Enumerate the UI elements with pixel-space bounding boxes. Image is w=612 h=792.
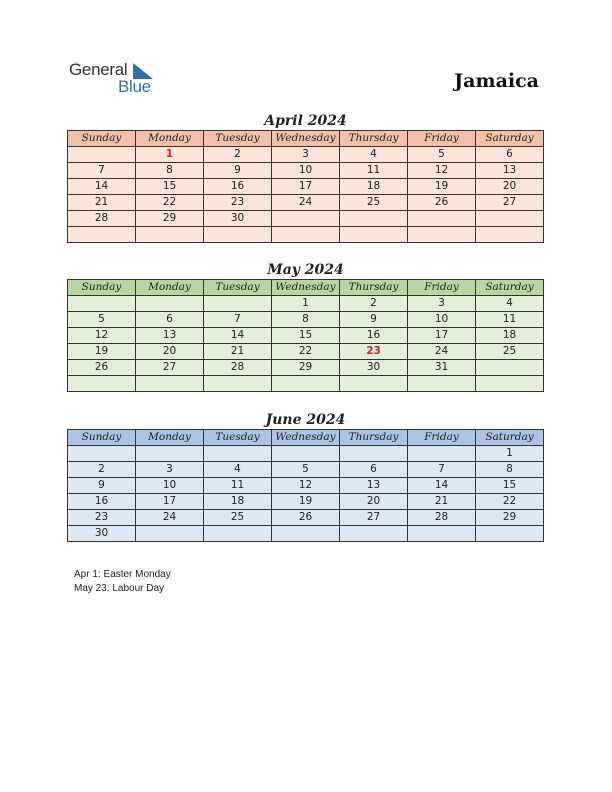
day-cell bbox=[408, 211, 476, 227]
day-cell: 11 bbox=[204, 478, 272, 494]
day-cell bbox=[136, 227, 204, 243]
weekday-header: Wednesday bbox=[272, 131, 340, 147]
day-cell: 7 bbox=[204, 312, 272, 328]
weekday-header: Saturday bbox=[476, 280, 544, 296]
day-cell: 9 bbox=[340, 312, 408, 328]
day-cell: 2 bbox=[340, 296, 408, 312]
week-row bbox=[68, 227, 544, 243]
day-cell: 23 bbox=[68, 510, 136, 526]
day-cell: 17 bbox=[272, 179, 340, 195]
day-cell bbox=[68, 147, 136, 163]
day-cell: 12 bbox=[408, 163, 476, 179]
day-cell: 18 bbox=[204, 494, 272, 510]
day-cell: 7 bbox=[408, 462, 476, 478]
week-row bbox=[68, 195, 544, 211]
day-cell: 10 bbox=[408, 312, 476, 328]
day-cell bbox=[408, 446, 476, 462]
day-cell: 20 bbox=[340, 494, 408, 510]
month-grid bbox=[67, 429, 544, 542]
day-cell: 1 bbox=[136, 147, 204, 163]
day-cell bbox=[68, 446, 136, 462]
day-cell: 24 bbox=[408, 344, 476, 360]
week-row bbox=[68, 510, 544, 526]
day-cell: 12 bbox=[272, 478, 340, 494]
day-cell: 28 bbox=[204, 360, 272, 376]
day-cell: 13 bbox=[476, 163, 544, 179]
week-row bbox=[68, 494, 544, 510]
day-cell: 23 bbox=[340, 344, 408, 360]
day-cell: 17 bbox=[136, 494, 204, 510]
weekday-header: Monday bbox=[136, 280, 204, 296]
country-title: Jamaica bbox=[454, 70, 539, 92]
day-cell: 8 bbox=[272, 312, 340, 328]
week-row bbox=[68, 360, 544, 376]
weekday-header: Monday bbox=[136, 131, 204, 147]
week-row bbox=[68, 462, 544, 478]
day-cell: 14 bbox=[408, 478, 476, 494]
weekday-header: Wednesday bbox=[272, 430, 340, 446]
weekday-header-row bbox=[68, 280, 544, 296]
day-cell: 13 bbox=[136, 328, 204, 344]
week-row bbox=[68, 179, 544, 195]
day-cell: 20 bbox=[136, 344, 204, 360]
day-cell bbox=[136, 526, 204, 542]
day-cell: 10 bbox=[136, 478, 204, 494]
week-row bbox=[68, 312, 544, 328]
day-cell bbox=[272, 227, 340, 243]
day-cell: 27 bbox=[340, 510, 408, 526]
week-row bbox=[68, 147, 544, 163]
day-cell: 11 bbox=[340, 163, 408, 179]
day-cell bbox=[136, 376, 204, 392]
day-cell: 29 bbox=[476, 510, 544, 526]
logo-text-general: General bbox=[69, 60, 128, 79]
day-cell: 29 bbox=[136, 211, 204, 227]
day-cell bbox=[204, 296, 272, 312]
day-cell bbox=[272, 446, 340, 462]
day-cell: 12 bbox=[68, 328, 136, 344]
weekday-header: Sunday bbox=[68, 280, 136, 296]
week-row bbox=[68, 526, 544, 542]
day-cell: 4 bbox=[476, 296, 544, 312]
day-cell bbox=[340, 211, 408, 227]
weekday-header-row bbox=[68, 131, 544, 147]
month-calendar bbox=[67, 112, 544, 243]
day-cell: 19 bbox=[272, 494, 340, 510]
day-cell: 6 bbox=[340, 462, 408, 478]
day-cell bbox=[204, 227, 272, 243]
day-cell: 19 bbox=[408, 179, 476, 195]
day-cell: 29 bbox=[272, 360, 340, 376]
day-cell bbox=[340, 376, 408, 392]
logo-text-blue: Blue bbox=[118, 77, 151, 96]
day-cell: 2 bbox=[204, 147, 272, 163]
day-cell bbox=[476, 227, 544, 243]
day-cell bbox=[476, 526, 544, 542]
day-cell bbox=[408, 526, 476, 542]
holiday-note: May 23: Labour Day bbox=[74, 583, 165, 594]
day-cell bbox=[272, 376, 340, 392]
day-cell: 6 bbox=[136, 312, 204, 328]
month-grid bbox=[67, 279, 544, 392]
day-cell: 3 bbox=[408, 296, 476, 312]
day-cell: 25 bbox=[476, 344, 544, 360]
weekday-header: Tuesday bbox=[204, 131, 272, 147]
weekday-header: Friday bbox=[408, 131, 476, 147]
day-cell: 26 bbox=[408, 195, 476, 211]
day-cell: 27 bbox=[136, 360, 204, 376]
day-cell: 24 bbox=[136, 510, 204, 526]
weekday-header: Tuesday bbox=[204, 430, 272, 446]
day-cell: 6 bbox=[476, 147, 544, 163]
day-cell bbox=[204, 446, 272, 462]
day-cell: 21 bbox=[408, 494, 476, 510]
day-cell: 11 bbox=[476, 312, 544, 328]
day-cell bbox=[340, 227, 408, 243]
day-cell: 16 bbox=[340, 328, 408, 344]
day-cell bbox=[136, 296, 204, 312]
week-row bbox=[68, 163, 544, 179]
week-row bbox=[68, 344, 544, 360]
day-cell: 15 bbox=[476, 478, 544, 494]
holiday-note: Apr 1: Easter Monday bbox=[74, 569, 171, 580]
day-cell: 25 bbox=[204, 510, 272, 526]
day-cell: 22 bbox=[476, 494, 544, 510]
day-cell bbox=[204, 376, 272, 392]
weekday-header: Tuesday bbox=[204, 280, 272, 296]
day-cell: 26 bbox=[272, 510, 340, 526]
day-cell bbox=[68, 227, 136, 243]
day-cell: 4 bbox=[204, 462, 272, 478]
month-calendar bbox=[67, 411, 544, 542]
day-cell: 15 bbox=[136, 179, 204, 195]
day-cell: 16 bbox=[68, 494, 136, 510]
day-cell: 9 bbox=[204, 163, 272, 179]
day-cell: 22 bbox=[272, 344, 340, 360]
day-cell: 8 bbox=[476, 462, 544, 478]
day-cell bbox=[340, 526, 408, 542]
day-cell: 24 bbox=[272, 195, 340, 211]
day-cell: 1 bbox=[272, 296, 340, 312]
day-cell: 28 bbox=[68, 211, 136, 227]
day-cell: 20 bbox=[476, 179, 544, 195]
month-grid bbox=[67, 130, 544, 243]
day-cell bbox=[136, 446, 204, 462]
day-cell: 2 bbox=[68, 462, 136, 478]
day-cell: 5 bbox=[272, 462, 340, 478]
day-cell bbox=[272, 526, 340, 542]
weekday-header: Friday bbox=[408, 430, 476, 446]
day-cell bbox=[408, 227, 476, 243]
day-cell bbox=[272, 211, 340, 227]
weekday-header: Wednesday bbox=[272, 280, 340, 296]
day-cell: 18 bbox=[476, 328, 544, 344]
day-cell bbox=[340, 446, 408, 462]
day-cell: 5 bbox=[68, 312, 136, 328]
day-cell: 14 bbox=[68, 179, 136, 195]
week-row bbox=[68, 446, 544, 462]
weekday-header: Thursday bbox=[340, 430, 408, 446]
day-cell: 30 bbox=[340, 360, 408, 376]
day-cell: 8 bbox=[136, 163, 204, 179]
day-cell: 31 bbox=[408, 360, 476, 376]
day-cell: 7 bbox=[68, 163, 136, 179]
day-cell bbox=[476, 360, 544, 376]
day-cell: 15 bbox=[272, 328, 340, 344]
weekday-header-row bbox=[68, 430, 544, 446]
weekday-header: Sunday bbox=[68, 131, 136, 147]
weekday-header: Sunday bbox=[68, 430, 136, 446]
day-cell bbox=[204, 526, 272, 542]
weekday-header: Saturday bbox=[476, 131, 544, 147]
day-cell: 27 bbox=[476, 195, 544, 211]
day-cell: 21 bbox=[204, 344, 272, 360]
day-cell bbox=[476, 376, 544, 392]
day-cell bbox=[68, 376, 136, 392]
day-cell: 18 bbox=[340, 179, 408, 195]
weekday-header: Friday bbox=[408, 280, 476, 296]
week-row bbox=[68, 328, 544, 344]
day-cell: 28 bbox=[408, 510, 476, 526]
month-title: June 2024 bbox=[265, 412, 346, 428]
day-cell: 5 bbox=[408, 147, 476, 163]
day-cell: 10 bbox=[272, 163, 340, 179]
week-row bbox=[68, 478, 544, 494]
weekday-header: Thursday bbox=[340, 131, 408, 147]
day-cell: 25 bbox=[340, 195, 408, 211]
brand-logo bbox=[69, 60, 169, 96]
day-cell: 23 bbox=[204, 195, 272, 211]
day-cell bbox=[408, 376, 476, 392]
day-cell: 3 bbox=[272, 147, 340, 163]
week-row bbox=[68, 211, 544, 227]
day-cell: 22 bbox=[136, 195, 204, 211]
weekday-header: Monday bbox=[136, 430, 204, 446]
day-cell: 4 bbox=[340, 147, 408, 163]
day-cell: 16 bbox=[204, 179, 272, 195]
day-cell bbox=[476, 211, 544, 227]
day-cell: 30 bbox=[204, 211, 272, 227]
day-cell: 26 bbox=[68, 360, 136, 376]
day-cell bbox=[68, 296, 136, 312]
month-calendar bbox=[67, 261, 544, 392]
day-cell: 21 bbox=[68, 195, 136, 211]
week-row bbox=[68, 376, 544, 392]
weekday-header: Thursday bbox=[340, 280, 408, 296]
weekday-header: Saturday bbox=[476, 430, 544, 446]
day-cell: 1 bbox=[476, 446, 544, 462]
holiday-notes bbox=[74, 568, 171, 596]
day-cell: 19 bbox=[68, 344, 136, 360]
day-cell: 9 bbox=[68, 478, 136, 494]
day-cell: 17 bbox=[408, 328, 476, 344]
day-cell: 13 bbox=[340, 478, 408, 494]
day-cell: 14 bbox=[204, 328, 272, 344]
month-title: May 2024 bbox=[267, 262, 344, 278]
month-title: April 2024 bbox=[264, 113, 347, 129]
week-row bbox=[68, 296, 544, 312]
day-cell: 30 bbox=[68, 526, 136, 542]
day-cell: 3 bbox=[136, 462, 204, 478]
